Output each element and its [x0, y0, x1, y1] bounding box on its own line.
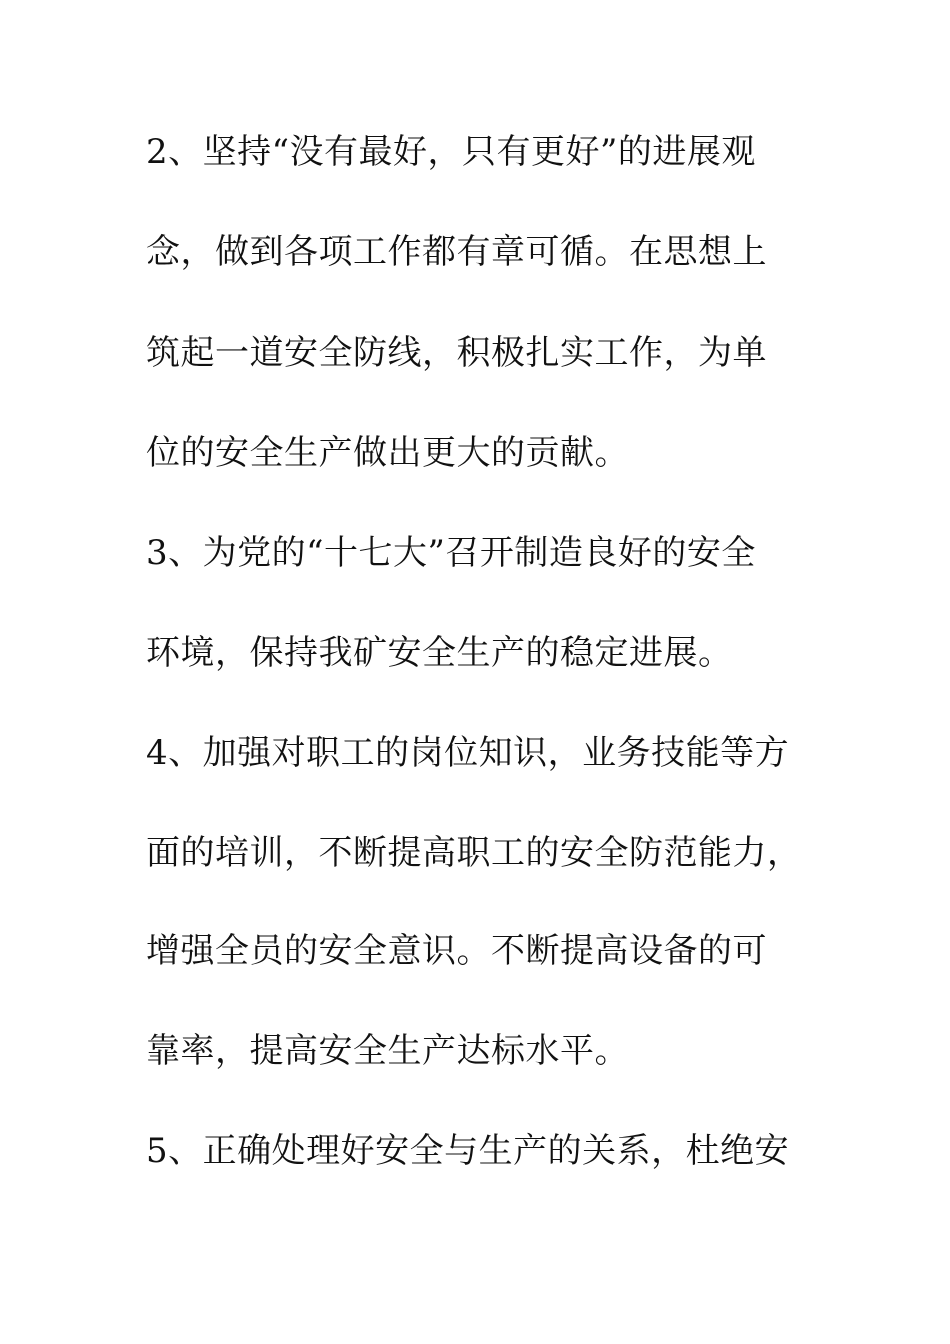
paragraph-2-line-2: 念，做到各项工作都有章可循。在思想上: [146, 232, 767, 272]
paragraph-4-line-2: 面的培训，不断提高职工的安全防范能力，: [146, 833, 802, 873]
paragraph-2-line-3: 筑起一道安全防线，积极扎实工作，为单: [146, 333, 767, 373]
paragraph-3-line-2: 环境，保持我矿安全生产的稳定进展。: [146, 633, 733, 673]
paragraph-4-line-4: 靠率，提高安全生产达标水平。: [146, 1031, 629, 1071]
paragraph-4-line-3: 增强全员的安全意识。不断提高设备的可: [146, 931, 767, 971]
paragraph-2-line-4: 位的安全生产做出更大的贡献。: [146, 433, 629, 473]
paragraph-5-line-1: 5、正确处理好安全与生产的关系，杜绝安: [146, 1131, 790, 1171]
paragraph-4-line-1: 4、加强对职工的岗位知识，业务技能等方: [146, 733, 790, 773]
paragraph-2-line-1: 2、坚持“没有最好，只有更好”的进展观: [146, 132, 756, 172]
paragraph-3-line-1: 3、为党的“十七大”召开制造良好的安全: [146, 533, 756, 573]
